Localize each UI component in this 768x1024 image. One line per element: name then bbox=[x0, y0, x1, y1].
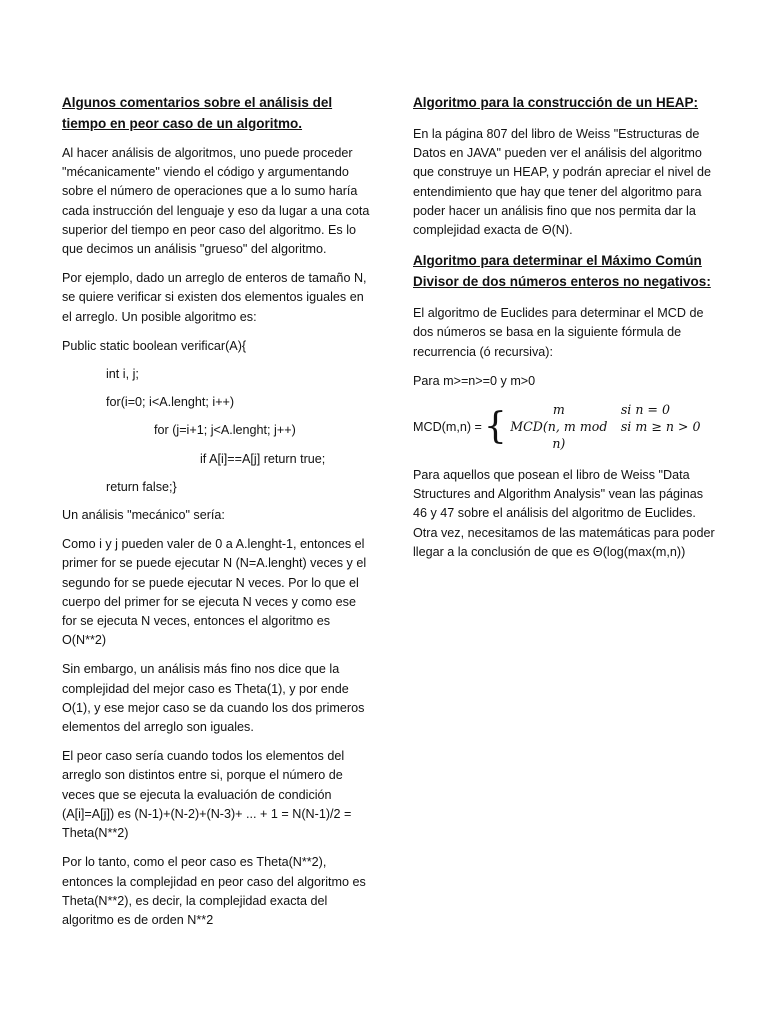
paragraph-condition: Para m>=n>=0 y m>0 bbox=[413, 373, 536, 388]
section-heading-heap: Algoritmo para la construcción de un HEAP: bbox=[413, 95, 699, 110]
paragraph-mechanical-analysis: Al hacer análisis de algoritmos, uno puede proceder "mécanicamente" viendo el código y argumentando sobre el número de operaciones que a lo sumo haría cada instrucción del lenguaje y eso da lugar a una cota superior del tiempo en peor caso del algoritmo. Es lo que decimos un análisis "grueso" del algoritmo. bbox=[62, 146, 370, 257]
formula-case1-value: m bbox=[552, 402, 565, 418]
paragraph-example: Por ejemplo, dado un arreglo de enteros de tamaño N, se quiere verificar si existen dos elementos iguales en el arreglo. Un posible algoritmo es: bbox=[62, 271, 367, 324]
section-heading-gcd: Algoritmo para determinar el Máximo Común Divisor de dos números enteros no negativos: bbox=[413, 253, 711, 290]
code-line-return: return false;} bbox=[106, 479, 177, 494]
paragraph-mechanical-label: Un análisis "mecánico" sería: bbox=[62, 508, 225, 523]
code-line-outer-for: for(i=0; i<A.lenght; i++) bbox=[106, 395, 235, 410]
paragraph-loop-analysis: Como i y j pueden valer de 0 a A.lenght-1, entonces el primer for se puede ejecutar N (N=A.lenght) veces y el segundo for se puede ejecutar N veces. Por lo que el cuerpo del primer for se ejecuta N veces y como ese for se ejecuta N veces, entonces el algoritmo es O(N**2) bbox=[62, 537, 367, 648]
paragraph-best-case: Sin embargo, un análisis más fino nos dice que la complejidad del mejor caso es Theta(1), y por ende O(1), y ese mejor caso se da cuando los dos primeros elementos del arreglo son iguales. bbox=[62, 662, 365, 735]
formula-case2-condition: si m ≥ n > 0 bbox=[620, 419, 701, 435]
formula-brace: { bbox=[483, 405, 507, 447]
section-heading-worst-case: Algunos comentarios sobre el análisis del tiempo en peor caso de un algoritmo. bbox=[62, 95, 333, 131]
code-line-inner-for: for (j=i+1; j<A.lenght; j++) bbox=[154, 423, 296, 438]
code-line-signature: Public static boolean verificar(A){ bbox=[62, 338, 247, 353]
paragraph-worst-case: El peor caso sería cuando todos los elementos del arreglo son distintos entre si, porque el número de veces que se ejecuta la evaluación de condición (A[i]=A[j]) es (N-1)+(N-2)+(N-3)+ ... + 1 = N(N-1)/2 = Theta(N**2) bbox=[62, 749, 352, 841]
right-column bbox=[413, 92, 715, 572]
formula-cases bbox=[509, 401, 709, 452]
left-column bbox=[62, 92, 374, 940]
formula-case2-value: MCD(n, m mod n) bbox=[510, 419, 608, 452]
gcd-formula bbox=[413, 401, 715, 452]
paragraph-weiss-reference: Para aquellos que posean el libro de Weiss "Data Structures and Algorithm Analysis" vean las páginas 46 y 47 sobre el análisis del algoritmo de Euclides. Otra vez, necesitamos de las matemáticas para poder llegar a la conclusión de que es Θ(log(max(m,n)) bbox=[413, 468, 715, 559]
formula-case1-condition: si n = 0 bbox=[620, 402, 671, 418]
paragraph-euclid: El algoritmo de Euclides para determinar el MCD de dos números se basa en la siguiente fórmula de recurrencia (ó recursiva): bbox=[413, 306, 704, 359]
formula-lhs: MCD(m,n) = bbox=[413, 419, 482, 434]
paragraph-heap: En la página 807 del libro de Weiss "Estructuras de Datos en JAVA" pueden ver el análisis del algoritmo que construye un HEAP, y podrán apreciar el nivel de entendimiento que hay que tener del algoritmo para poder hacer un análisis fino que nos permita dar la complejidad exacta de Θ(N). bbox=[413, 127, 712, 238]
code-line-if: if A[i]==A[j] return true; bbox=[200, 451, 326, 466]
paragraph-conclusion: Por lo tanto, como el peor caso es Theta(N**2), entonces la complejidad en peor caso del algoritmo es Theta(N**2), es decir, la complejidad exacta del algoritmo es de orden N**2 bbox=[62, 855, 366, 927]
code-line-declaration: int i, j; bbox=[106, 367, 139, 382]
